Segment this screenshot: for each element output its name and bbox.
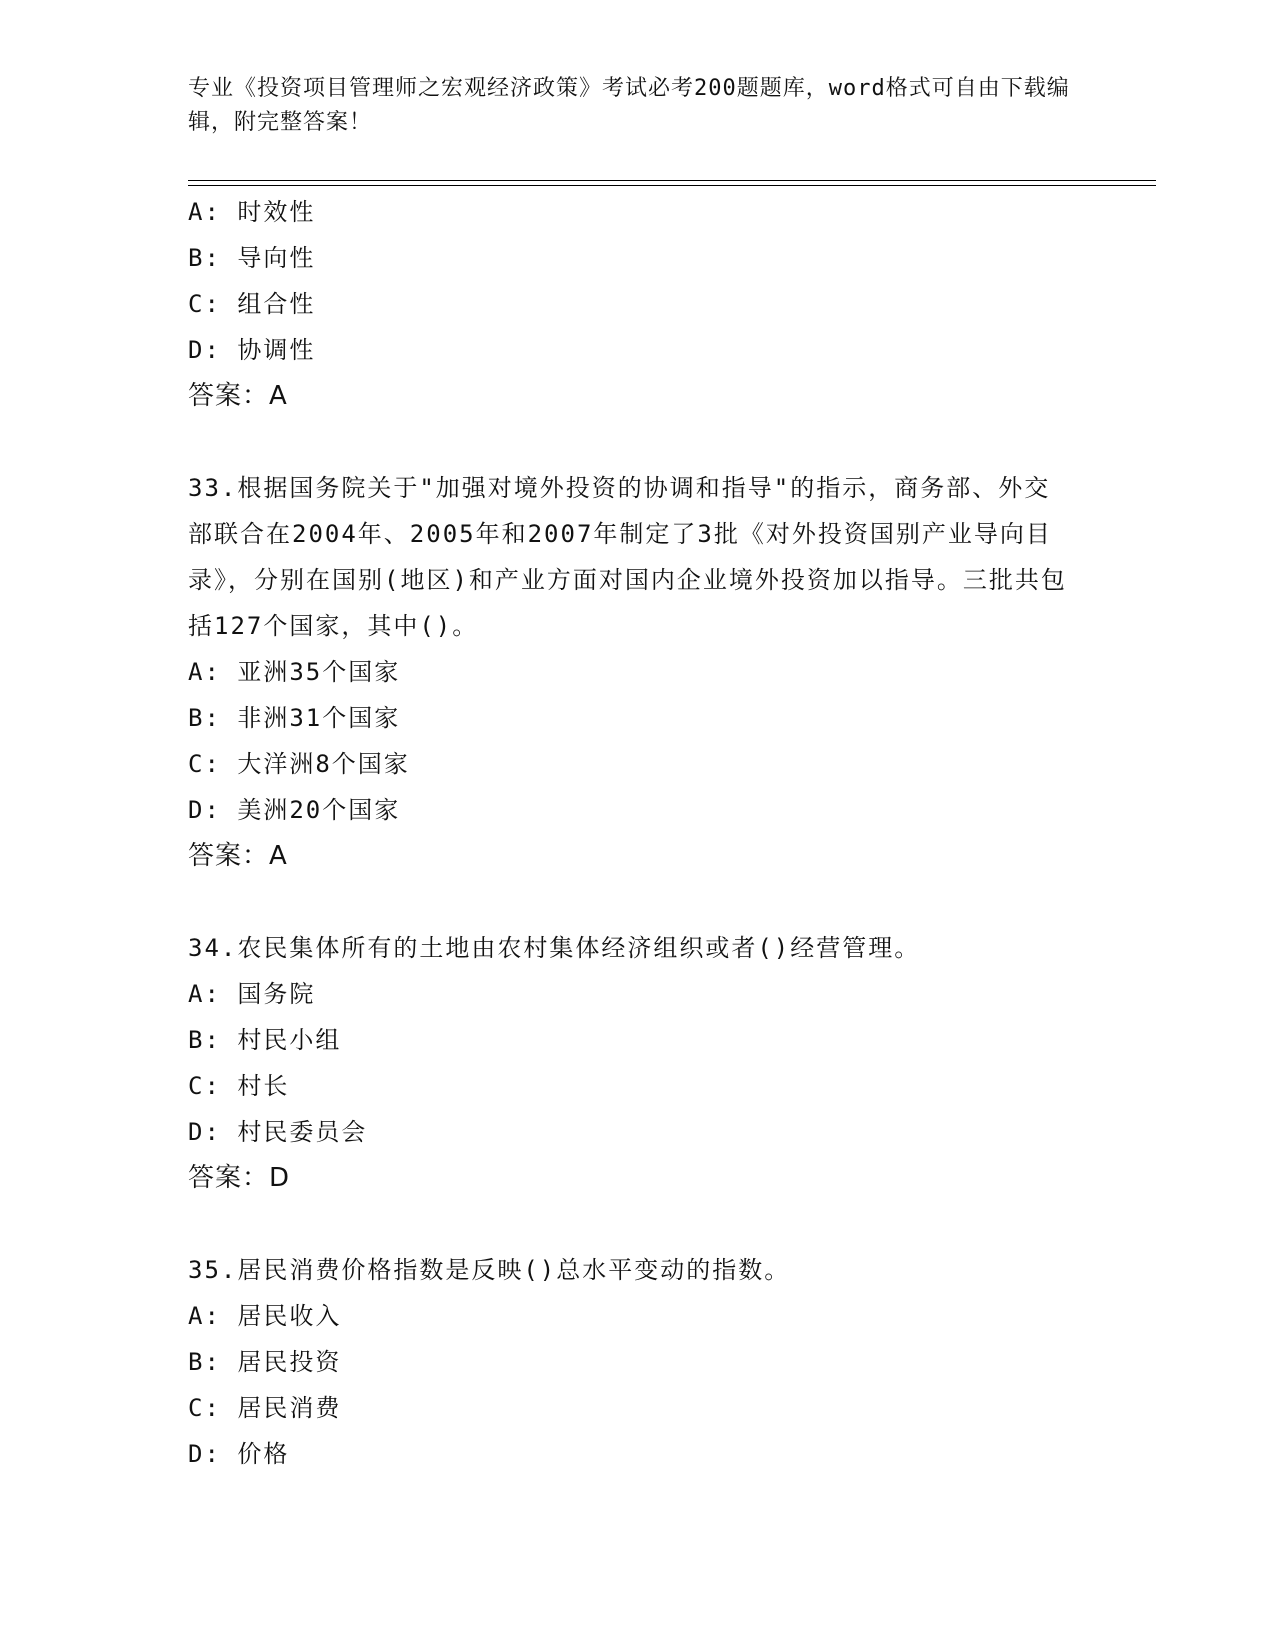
option-b: B: 非洲31个国家 [188, 704, 401, 732]
answer-line: 答案：A [188, 841, 288, 871]
option-c: C: 居民消费 [188, 1394, 342, 1422]
option-c: C: 村长 [188, 1072, 290, 1100]
question-32-tail [188, 189, 1088, 419]
option-a: A: 时效性 [188, 198, 316, 226]
option-d: D: 价格 [188, 1440, 290, 1468]
question-text: 34.农民集体所有的土地由农村集体经济组织或者()经营管理。 [188, 934, 921, 962]
option-c: C: 组合性 [188, 290, 316, 318]
option-c: C: 大洋洲8个国家 [188, 750, 410, 778]
question-34 [188, 925, 1088, 1201]
question-text: 33.根据国务院关于"加强对境外投资的协调和指导"的指示，商务部、外交部联合在2004年、2005年和2007年制定了3批《对外投资国别产业导向目录》，分别在国别(地区)和产业方面对国内企业境外投资加以指导。三批共包括127个国家，其中()。 [188, 474, 1067, 640]
answer-line: 答案：A [188, 381, 288, 411]
question-35 [188, 1247, 1088, 1477]
question-33 [188, 465, 1088, 879]
question-list [188, 189, 1088, 1477]
document-header: 专业《投资项目管理师之宏观经济政策》考试必考200题题库，word格式可自由下载编辑，附完整答案！ [188, 76, 1070, 135]
option-b: B: 导向性 [188, 244, 316, 272]
option-b: B: 居民投资 [188, 1348, 342, 1376]
option-b: B: 村民小组 [188, 1026, 342, 1054]
option-a: A: 国务院 [188, 980, 316, 1008]
question-text: 35.居民消费价格指数是反映()总水平变动的指数。 [188, 1256, 791, 1284]
option-d: D: 协调性 [188, 336, 316, 364]
option-a: A: 亚洲35个国家 [188, 658, 401, 686]
header-divider-bottom [188, 185, 1156, 186]
header-divider-top [188, 180, 1156, 181]
option-d: D: 村民委员会 [188, 1118, 368, 1146]
answer-line: 答案：D [188, 1163, 291, 1193]
option-d: D: 美洲20个国家 [188, 796, 401, 824]
option-a: A: 居民收入 [188, 1302, 342, 1330]
